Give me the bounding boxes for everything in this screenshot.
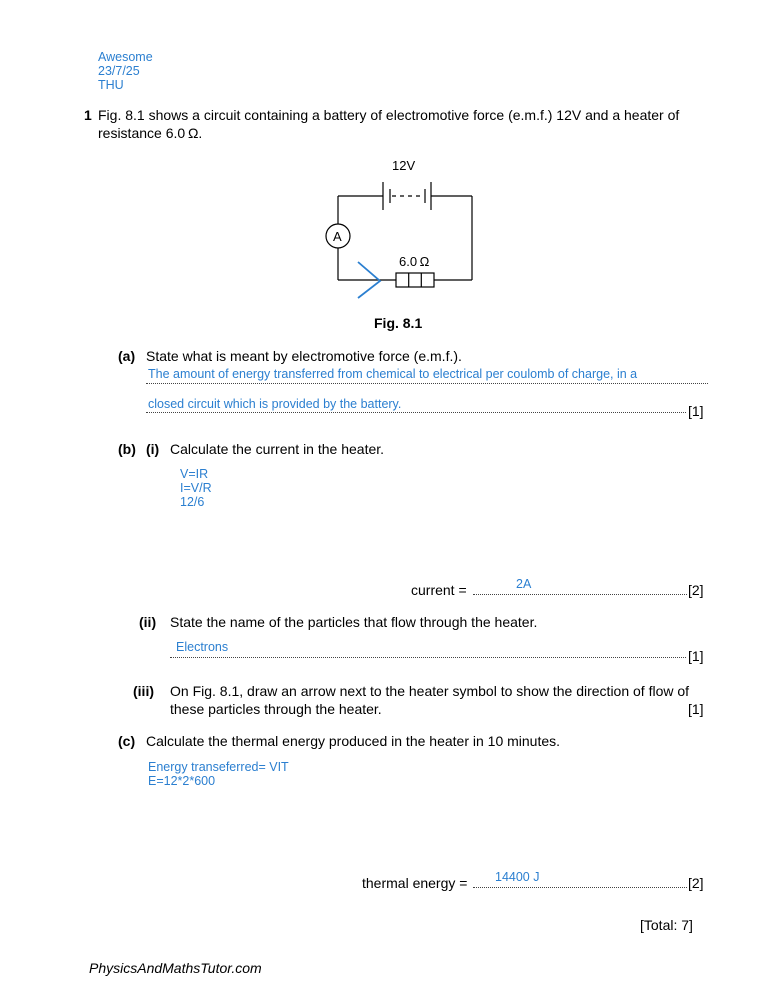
part-b-iii-marks: [1] — [688, 701, 704, 717]
answer-line — [473, 887, 687, 888]
working-line: Energy transeferred= VIT — [148, 760, 289, 774]
footer-source: PhysicsAndMathsTutor.com — [89, 960, 262, 976]
working-line: V=IR — [180, 467, 209, 481]
part-b-i-answer: 2A — [516, 577, 532, 591]
heater-resistor-symbol — [396, 273, 434, 287]
part-b-i-answer-label: current = — [411, 582, 467, 598]
part-b-iii-label: (iii) — [133, 683, 154, 699]
ammeter-label: A — [333, 229, 342, 244]
resistor-label: 6.0 Ω — [399, 254, 430, 269]
answer-line — [146, 383, 708, 384]
question-intro-line-2: resistance 6.0 Ω. — [98, 125, 203, 141]
note-line-3: THU — [98, 78, 124, 92]
working-line: I=V/R — [180, 481, 212, 495]
part-c-answer-label: thermal energy = — [362, 875, 468, 891]
note-line-1: Awesome — [98, 50, 153, 64]
part-b-ii-label: (ii) — [139, 614, 157, 630]
part-a-prompt: State what is meant by electromotive force (e.m.f.). — [146, 348, 462, 364]
note-line-2: 23/7/25 — [98, 64, 140, 78]
figure-caption: Fig. 8.1 — [374, 315, 423, 331]
answer-line — [170, 657, 686, 658]
part-b-ii-prompt: State the name of the particles that flow through the heater. — [170, 614, 538, 630]
battery-symbol — [383, 182, 431, 210]
part-b-iii-prompt-line-1: On Fig. 8.1, draw an arrow next to the heater symbol to show the direction of flow of — [170, 683, 690, 699]
working-line: 12/6 — [180, 495, 205, 509]
part-a-answer-line-2: closed circuit which is provided by the battery. — [148, 397, 402, 411]
part-b-i-working — [180, 467, 212, 509]
part-a-marks: [1] — [688, 403, 704, 419]
part-b-ii-marks: [1] — [688, 648, 704, 664]
answer-line — [146, 412, 686, 413]
question-number: 1 — [84, 107, 92, 123]
part-b-iii-prompt-line-2: these particles through the heater. — [170, 701, 382, 717]
part-c-working — [148, 760, 289, 788]
working-line: E=12*2*600 — [148, 774, 216, 788]
circuit-diagram — [0, 0, 768, 330]
part-b-i-label: (i) — [146, 441, 160, 457]
total-marks: [Total: 7] — [640, 917, 693, 933]
part-a-label: (a) — [118, 348, 136, 364]
part-b-label: (b) — [118, 441, 136, 457]
part-c-label: (c) — [118, 733, 136, 749]
question-intro-line-1: Fig. 8.1 shows a circuit containing a battery of electromotive force (e.m.f.) 12V and a heater of — [98, 107, 680, 123]
battery-label: 12V — [392, 158, 416, 173]
part-a-answer-line-1: The amount of energy transferred from chemical to electrical per coulomb of charge, in a — [148, 367, 638, 381]
answer-line — [473, 594, 687, 595]
part-c-answer: 14400 J — [495, 870, 540, 884]
part-b-ii-answer: Electrons — [176, 640, 229, 654]
part-b-i-marks: [2] — [688, 582, 704, 598]
part-b-i-prompt: Calculate the current in the heater. — [170, 441, 385, 457]
part-c-marks: [2] — [688, 875, 704, 891]
part-c-prompt: Calculate the thermal energy produced in the heater in 10 minutes. — [146, 733, 561, 749]
